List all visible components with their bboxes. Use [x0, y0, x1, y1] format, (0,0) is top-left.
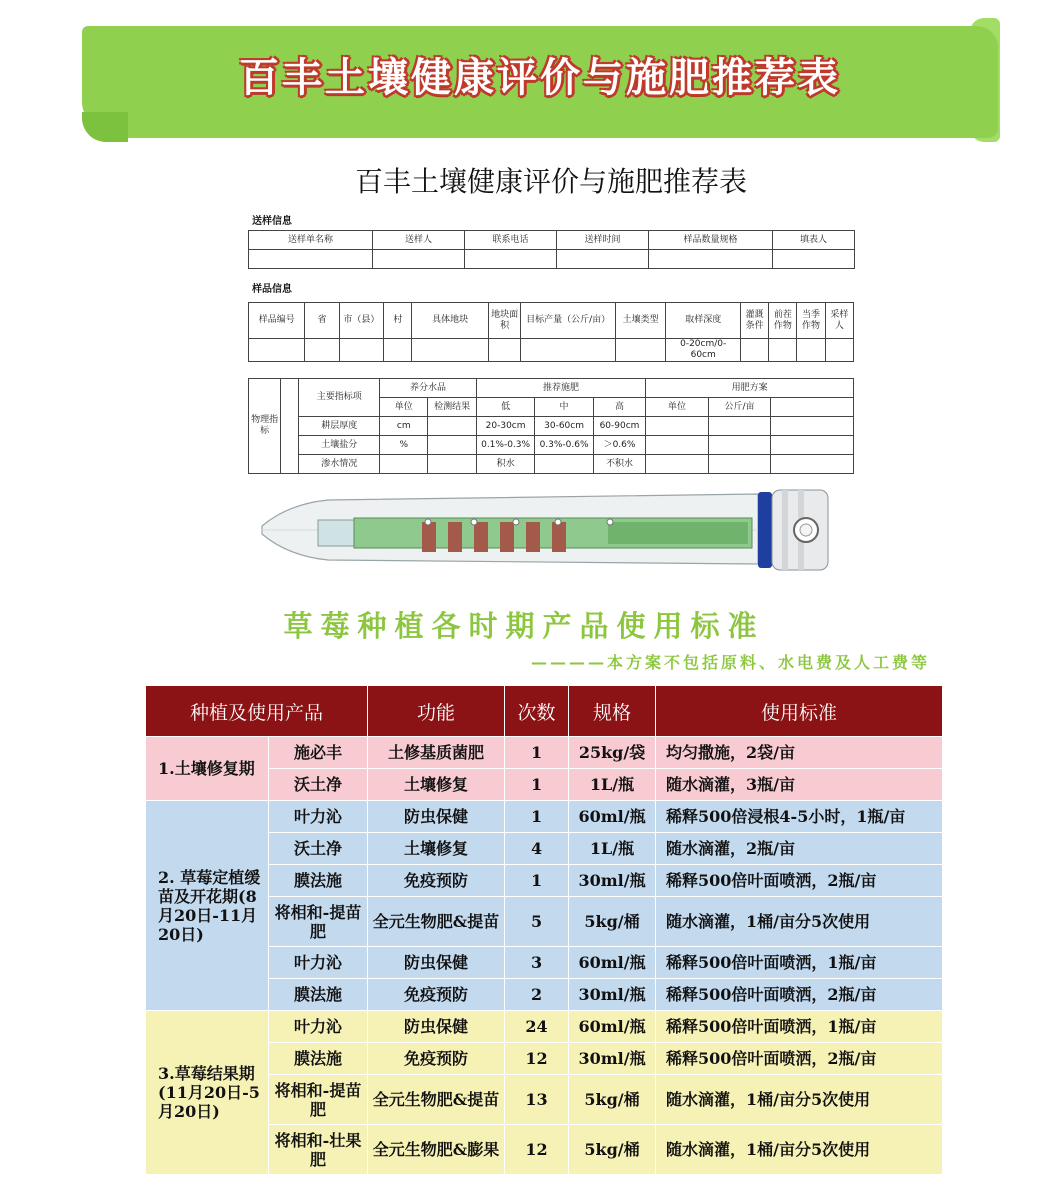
product-name: 将相和-提苗肥	[269, 1075, 368, 1125]
product-spec: 60ml/瓶	[569, 1011, 656, 1043]
table-row	[146, 737, 943, 769]
product-function: 免疫预防	[368, 865, 505, 897]
product-function: 全元生物肥&提苗	[368, 897, 505, 947]
table-header-cell: 送样单名称	[249, 231, 373, 250]
header-times: 次数	[505, 686, 569, 737]
product-standard: 均匀撒施，2袋/亩	[656, 737, 943, 769]
table-header-cell: 送样人	[373, 231, 465, 250]
table-header-cell: 土壤类型	[615, 303, 665, 339]
table-header-cell: 具体地块	[412, 303, 489, 339]
soil-evaluation-form	[248, 150, 854, 472]
table-row	[146, 801, 943, 833]
sender-info-table	[248, 230, 855, 269]
product-times: 12	[505, 1125, 569, 1175]
indicator-mid	[535, 455, 593, 474]
product-standard: 随水滴灌，3瓶/亩	[656, 769, 943, 801]
table-header-cell: 联系电话	[465, 231, 557, 250]
header-spec: 规格	[569, 686, 656, 737]
table-header-cell: 送样时间	[557, 231, 649, 250]
product-standard: 随水滴灌，1桶/亩分5次使用	[656, 897, 943, 947]
indicator-mid: 0.3%-0.6%	[535, 436, 593, 455]
header-product: 种植及使用产品	[146, 686, 368, 737]
product-name: 膜法施	[269, 979, 368, 1011]
product-function: 全元生物肥&膨果	[368, 1125, 505, 1175]
table-header-cell: 单位	[380, 398, 428, 417]
banner-scroll-fold	[82, 112, 128, 142]
product-name: 叶力沁	[269, 801, 368, 833]
product-spec: 1L/瓶	[569, 769, 656, 801]
product-usage-table	[145, 685, 943, 1175]
product-name: 沃土净	[269, 833, 368, 865]
indicator-table	[248, 378, 854, 474]
indicator-unit: cm	[380, 417, 428, 436]
table-header-cell: 低	[476, 398, 534, 417]
form-title: 百丰土壤健康评价与施肥推荐表	[354, 165, 747, 198]
indicator-high: 不积水	[593, 455, 645, 474]
table-header-cell: 目标产量（公斤/亩）	[521, 303, 616, 339]
product-standard: 随水滴灌，1桶/亩分5次使用	[656, 1075, 943, 1125]
product-standard: 稀释500倍浸根4-5小时，1瓶/亩	[656, 801, 943, 833]
indicator-low: 0.1%-0.3%	[476, 436, 534, 455]
indicator-name: 土壤盐分	[299, 436, 380, 455]
sender-section-label: 送样信息	[252, 216, 292, 227]
product-name: 膜法施	[269, 1043, 368, 1075]
product-name: 施必丰	[269, 737, 368, 769]
table-header-cell: 高	[593, 398, 645, 417]
product-times: 3	[505, 947, 569, 979]
product-name: 将相和-壮果肥	[269, 1125, 368, 1175]
table-header-cell: 省	[305, 303, 339, 339]
product-name: 沃土净	[269, 769, 368, 801]
section-title: 草莓种植各时期产品使用标准	[283, 609, 765, 643]
table-header-cell: 主要指标项	[299, 379, 380, 417]
table-header-cell: 当季作物	[797, 303, 825, 339]
sample-info-table	[248, 302, 854, 362]
indicator-unit: %	[380, 436, 428, 455]
sample-depth-value: 0-20cm/0-60cm	[666, 339, 741, 362]
product-function: 防虫保健	[368, 947, 505, 979]
product-function: 防虫保健	[368, 1011, 505, 1043]
indicator-name: 耕层厚度	[299, 417, 380, 436]
table-header-cell: 样品数量规格	[649, 231, 773, 250]
table-header-cell: 采样人	[825, 303, 853, 339]
product-function: 免疫预防	[368, 979, 505, 1011]
product-function: 土壤修复	[368, 769, 505, 801]
product-function: 土壤修复	[368, 833, 505, 865]
product-times: 24	[505, 1011, 569, 1043]
table-header-cell: 中	[535, 398, 593, 417]
product-function: 免疫预防	[368, 1043, 505, 1075]
product-standard: 稀释500倍叶面喷洒，2瓶/亩	[656, 979, 943, 1011]
product-spec: 30ml/瓶	[569, 979, 656, 1011]
table-header-cell: 填表人	[773, 231, 855, 250]
product-function: 全元生物肥&提苗	[368, 1075, 505, 1125]
product-spec: 5kg/桶	[569, 897, 656, 947]
indicator-low: 积水	[476, 455, 534, 474]
product-spec: 1L/瓶	[569, 833, 656, 865]
indicator-high: 60-90cm	[593, 417, 645, 436]
sample-section-label: 样品信息	[252, 284, 292, 295]
title-banner	[82, 18, 998, 142]
table-header-cell: 检测结果	[428, 398, 476, 417]
product-times: 1	[505, 737, 569, 769]
table-header-cell: 推荐施肥	[476, 379, 645, 398]
table-header-cell: 样品编号	[249, 303, 305, 339]
product-standard: 稀释500倍叶面喷洒，2瓶/亩	[656, 1043, 943, 1075]
product-spec: 30ml/瓶	[569, 865, 656, 897]
product-name: 膜法施	[269, 865, 368, 897]
product-standard: 随水滴灌，2瓶/亩	[656, 833, 943, 865]
header-standard: 使用标准	[656, 686, 943, 737]
stage-label: 1.土壤修复期	[146, 737, 269, 801]
product-name: 将相和-提苗肥	[269, 897, 368, 947]
header-function: 功能	[368, 686, 505, 737]
product-times: 5	[505, 897, 569, 947]
product-times: 4	[505, 833, 569, 865]
product-standard: 随水滴灌，1桶/亩分5次使用	[656, 1125, 943, 1175]
product-name: 叶力沁	[269, 1011, 368, 1043]
banner-title: 百丰土壤健康评价与施肥推荐表	[239, 55, 841, 101]
table-header-cell: 养分水品	[380, 379, 477, 398]
stage-label: 2. 草莓定植缓苗及开花期(8月20日-11月20日)	[146, 801, 269, 1011]
product-times: 12	[505, 1043, 569, 1075]
stage-label: 3.草莓结果期(11月20日-5月20日)	[146, 1011, 269, 1175]
product-standard: 稀释500倍叶面喷洒，1瓶/亩	[656, 1011, 943, 1043]
product-function: 防虫保健	[368, 801, 505, 833]
table-header-cell: 灌溉条件	[741, 303, 769, 339]
product-times: 1	[505, 769, 569, 801]
product-spec: 5kg/桶	[569, 1075, 656, 1125]
table-header-cell: 单位	[646, 398, 709, 417]
product-function: 土修基质菌肥	[368, 737, 505, 769]
product-times: 1	[505, 801, 569, 833]
indicator-name: 渗水情况	[299, 455, 380, 474]
table-row	[146, 1011, 943, 1043]
product-times: 2	[505, 979, 569, 1011]
product-standard: 稀释500倍叶面喷洒，2瓶/亩	[656, 865, 943, 897]
product-times: 1	[505, 865, 569, 897]
indicator-high: ＞0.6%	[593, 436, 645, 455]
indicator-unit	[380, 455, 428, 474]
indicator-category: 物理指标	[249, 379, 281, 474]
table-header-cell: 公斤/亩	[708, 398, 771, 417]
product-standard: 稀释500倍叶面喷洒，1瓶/亩	[656, 947, 943, 979]
table-header-cell: 用肥方案	[646, 379, 854, 398]
product-spec: 25kg/袋	[569, 737, 656, 769]
section-subtitle: ————本方案不包括原料、水电费及人工费等	[530, 653, 930, 672]
table-header-cell: 地块面积	[488, 303, 520, 339]
table-header-cell: 前茬作物	[769, 303, 797, 339]
product-spec: 60ml/瓶	[569, 801, 656, 833]
table-header-cell: 市（县）	[339, 303, 383, 339]
product-name: 叶力沁	[269, 947, 368, 979]
table-header-cell: 村	[384, 303, 412, 339]
product-spec: 60ml/瓶	[569, 947, 656, 979]
table-header-cell: 取样深度	[666, 303, 741, 339]
indicator-mid: 30-60cm	[535, 417, 593, 436]
product-times: 13	[505, 1075, 569, 1125]
product-spec: 5kg/桶	[569, 1125, 656, 1175]
indicator-low: 20-30cm	[476, 417, 534, 436]
product-spec: 30ml/瓶	[569, 1043, 656, 1075]
soil-sensor-probe-image	[258, 486, 838, 576]
